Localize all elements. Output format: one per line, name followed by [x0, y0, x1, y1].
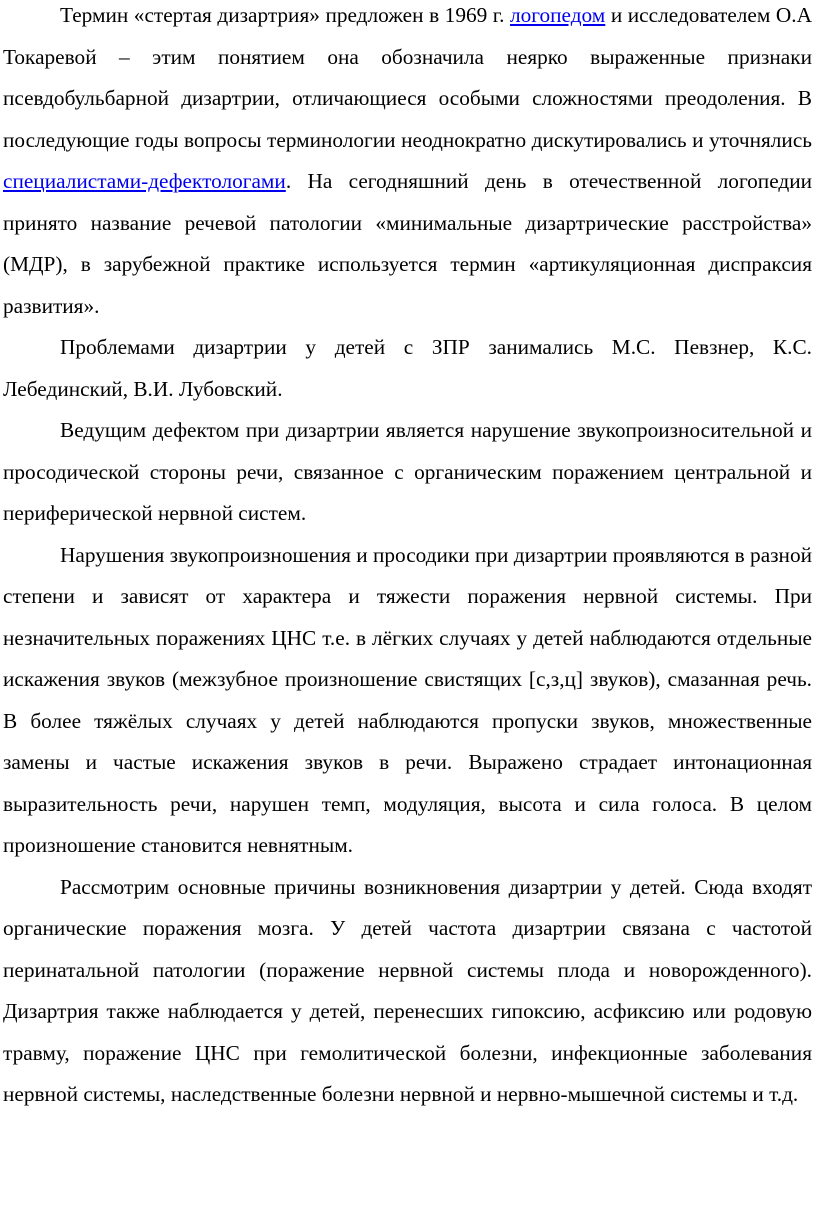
paragraph-researchers: Проблемами дизартрии у детей с ЗПР занимались М.С. Певзнер, К.С. Лебединский, В.И. Лубовский.: [3, 335, 812, 401]
paragraph-leading-defect: Ведущим дефектом при дизартрии является нарушение звукопроизносительной и просодической стороны речи, связанное с органическим поражением центральной и периферической нервной систем.: [3, 418, 812, 525]
paragraph-terminology-text-1: Термин «стертая дизартрия» предложен в 1969 г.: [60, 3, 511, 27]
link-logoped[interactable]: логопедом: [510, 3, 606, 27]
paragraph-terminology: [3, 0, 812, 327]
link-specialists-defectologists[interactable]: специалистами-дефектологами: [3, 169, 286, 193]
paragraph-terminology-text-2: и исследователем О.А Токаревой – этим понятием она обозначила неярко выраженные признаки псевдобульбарной дизартрии, отличающиеся особыми сложностями преодоления. В последующие годы вопросы терминологии неоднократно дискутировались и уточнялись: [3, 3, 812, 152]
paragraph-terminology-text-3: . На сегодняшний день в отечественной логопедии принято название речевой патологии «минимальные дизартрические расстройства» (МДР), в зарубежной практике используется термин «артикуляционная диспраксия развития».: [3, 169, 812, 318]
paragraph-sound-disorders: Нарушения звукопроизношения и просодики при дизартрии проявляются в разной степени и зависят от характера и тяжести поражения нервной системы. При незначительных поражениях ЦНС т.е. в лёгких случаях у детей наблюдаются отдельные искажения звуков (межзубное произношение свистящих [с,з,ц] звуков), смазанная речь. В более тяжёлых случаях у детей наблюдаются пропуски звуков, множественные замены и частые искажения звуков в речи. Выражено страдает интонационная выразительность речи, нарушен темп, модуляция, высота и сила голоса. В целом произношение становится невнятным.: [3, 542, 812, 857]
paragraph-causes: Рассмотрим основные причины возникновения дизартрии у детей. Сюда входят органические поражения мозга. У детей частота дизартрии связана с частотой перинатальной патологии (поражение нервной системы плода и новорожденного). Дизартрия также наблюдается у детей, перенесших гипоксию, асфиксию или родовую травму, поражение ЦНС при гемолитической болезни, инфекционные заболевания нервной системы, наследственные болезни нервной и нервно-мышечной системы и т.д.: [3, 874, 812, 1106]
